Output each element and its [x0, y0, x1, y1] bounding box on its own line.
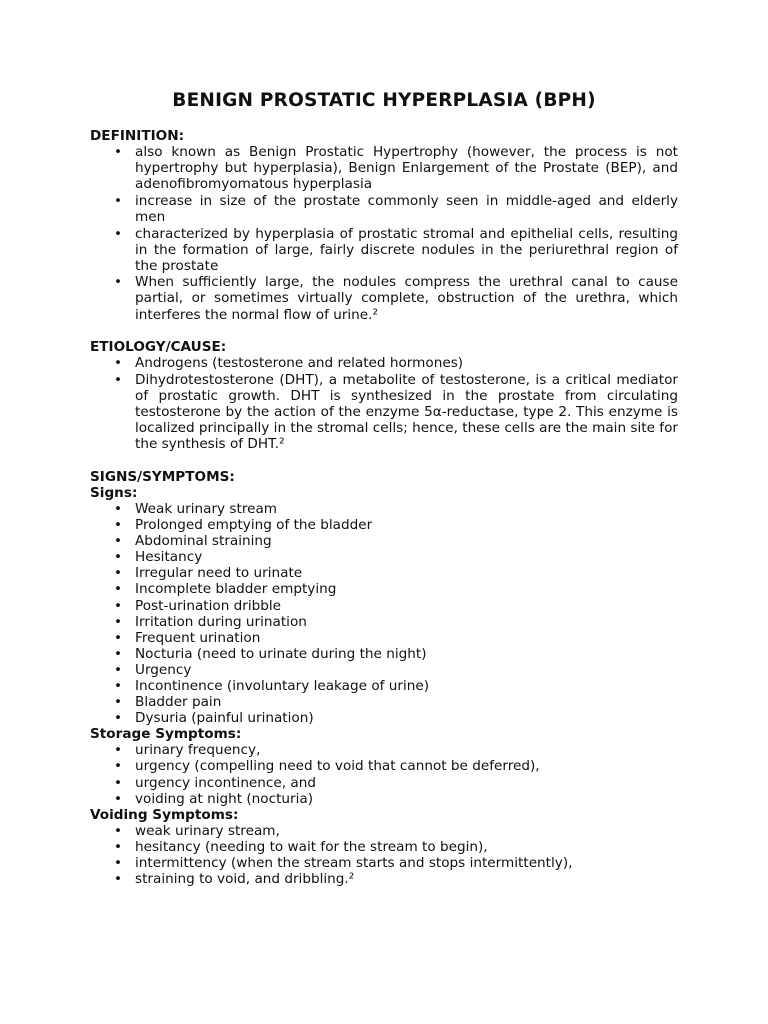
list-item [90, 144, 678, 192]
signs-list [90, 501, 678, 726]
list-item-text: voiding at night (nocturia) [135, 790, 314, 807]
bullet-icon: • [114, 694, 123, 711]
bullet-icon: • [114, 758, 123, 775]
list-item [90, 775, 678, 791]
list-item [90, 581, 678, 597]
storage-symptoms-subheading: Storage Symptoms: [90, 726, 242, 743]
bullet-icon: • [114, 774, 123, 791]
bullet-icon: • [114, 742, 123, 759]
list-item [90, 646, 678, 662]
storage-symptoms-list [90, 742, 678, 806]
bullet-icon: • [114, 144, 123, 161]
list-item-text: hesitancy (needing to wait for the stream to begin), [135, 838, 488, 855]
section-spacer [90, 323, 678, 339]
etiology-list [90, 355, 678, 452]
list-item-text: Urgency [135, 661, 192, 678]
list-item [90, 517, 678, 533]
list-item [90, 614, 678, 630]
list-item-text: Irregular need to urinate [135, 565, 303, 582]
list-item [90, 742, 678, 758]
list-item [90, 791, 678, 807]
bullet-icon: • [114, 581, 123, 598]
list-item [90, 710, 678, 726]
list-item [90, 871, 678, 887]
document-title: BENIGN PROSTATIC HYPERPLASIA (BPH) [172, 90, 596, 111]
bullet-icon: • [114, 517, 123, 534]
bullet-icon: • [114, 678, 123, 694]
list-item [90, 549, 678, 565]
definition-list [90, 144, 678, 323]
voiding-symptoms-subheading: Voiding Symptoms: [90, 806, 239, 823]
list-item-text: also known as Benign Prostatic Hypertrophy (however, the process is not hypertrophy but hyperplasia), Benign Enlargement of the Prostate (BEP), and adenofibromyomatous hyperplasia [135, 144, 678, 193]
definition-heading: DEFINITION: [90, 128, 185, 144]
bullet-icon: • [114, 629, 123, 646]
list-item-text: Dysuria (painful urination) [135, 710, 314, 727]
list-item-text: increase in size of the prostate commonly seen in middle-aged and elderly men [135, 192, 678, 225]
section-spacer [90, 453, 678, 469]
list-item [90, 565, 678, 581]
signs-symptoms-heading: SIGNS/SYMPTOMS: [90, 468, 235, 485]
list-item-text: Androgens (testosterone and related hormones) [135, 355, 464, 372]
list-item-text: urgency incontinence, and [135, 774, 316, 791]
list-item-text: characterized by hyperplasia of prostatic stromal and epithelial cells, resulting in the formation of large, fairly discrete nodules in the periurethral region of the prostate [135, 225, 678, 274]
list-item-text: Nocturia (need to urinate during the night) [135, 645, 427, 662]
list-item-text: When sufficiently large, the nodules compress the urethral canal to cause partial, or sometimes virtually complete, obstruction of the urethra, which interferes the normal flow of urine.² [135, 274, 678, 323]
list-item-text: Post-urination dribble [135, 597, 282, 614]
list-item-text: intermittency (when the stream starts and stops intermittently), [135, 855, 573, 872]
bullet-icon: • [114, 533, 123, 550]
list-item [90, 662, 678, 678]
list-item-text: urgency (compelling need to void that cannot be deferred), [135, 758, 540, 775]
list-item-text: urinary frequency, [135, 742, 261, 759]
list-item-text: Irritation during urination [135, 613, 307, 630]
bullet-icon: • [114, 855, 123, 872]
bullet-icon: • [114, 371, 123, 388]
bullet-icon: • [114, 225, 123, 242]
list-item [90, 855, 678, 871]
list-item [90, 839, 678, 855]
list-item [90, 758, 678, 774]
list-item-text: Dihydrotestosterone (DHT), a metabolite of testosterone, is a critical mediator of prostatic growth. DHT is synthesized in the prostate from circulating testosterone by the action of the enzyme 5α-reductase, type 2. This enzyme is localized principally in the stromal cells; hence, these cells are the main site for the synthesis of DHT.² [135, 371, 678, 453]
bullet-icon: • [114, 822, 123, 839]
list-item-text: Frequent urination [135, 629, 261, 646]
voiding-symptoms-list [90, 823, 678, 887]
bullet-icon: • [114, 710, 123, 727]
bullet-icon: • [114, 274, 123, 291]
list-item [90, 598, 678, 614]
list-item [90, 533, 678, 549]
bullet-icon: • [114, 613, 123, 630]
list-item-text: Weak urinary stream [135, 500, 278, 517]
list-item [90, 501, 678, 517]
list-item-text: weak urinary stream, [135, 822, 280, 839]
bullet-icon: • [114, 661, 123, 678]
list-item-text: Incontinence (involuntary leakage of urine) [135, 678, 430, 694]
bullet-icon: • [114, 500, 123, 517]
bullet-icon: • [114, 565, 123, 582]
list-item [90, 823, 678, 839]
bullet-icon: • [114, 871, 123, 888]
bullet-icon: • [114, 355, 123, 372]
bullet-icon: • [114, 645, 123, 662]
list-item [90, 355, 678, 371]
bullet-icon: • [114, 838, 123, 855]
bullet-icon: • [114, 790, 123, 807]
list-item [90, 630, 678, 646]
list-item-text: straining to void, and dribbling.² [135, 871, 355, 888]
bullet-icon: • [114, 192, 123, 209]
list-item [90, 694, 678, 710]
list-item-text: Bladder pain [135, 694, 222, 711]
list-item-text: Prolonged emptying of the bladder [135, 517, 373, 534]
list-item [90, 372, 678, 452]
etiology-heading: ETIOLOGY/CAUSE: [90, 339, 227, 356]
bullet-icon: • [114, 597, 123, 614]
list-item-text: Hesitancy [135, 549, 203, 566]
list-item-text: Incomplete bladder emptying [135, 581, 337, 598]
list-item [90, 678, 678, 694]
list-item [90, 226, 678, 274]
document-body [90, 128, 678, 887]
list-item-text: Abdominal straining [135, 533, 272, 550]
bullet-icon: • [114, 549, 123, 566]
list-item [90, 274, 678, 322]
signs-subheading: Signs: [90, 484, 138, 501]
list-item [90, 193, 678, 225]
